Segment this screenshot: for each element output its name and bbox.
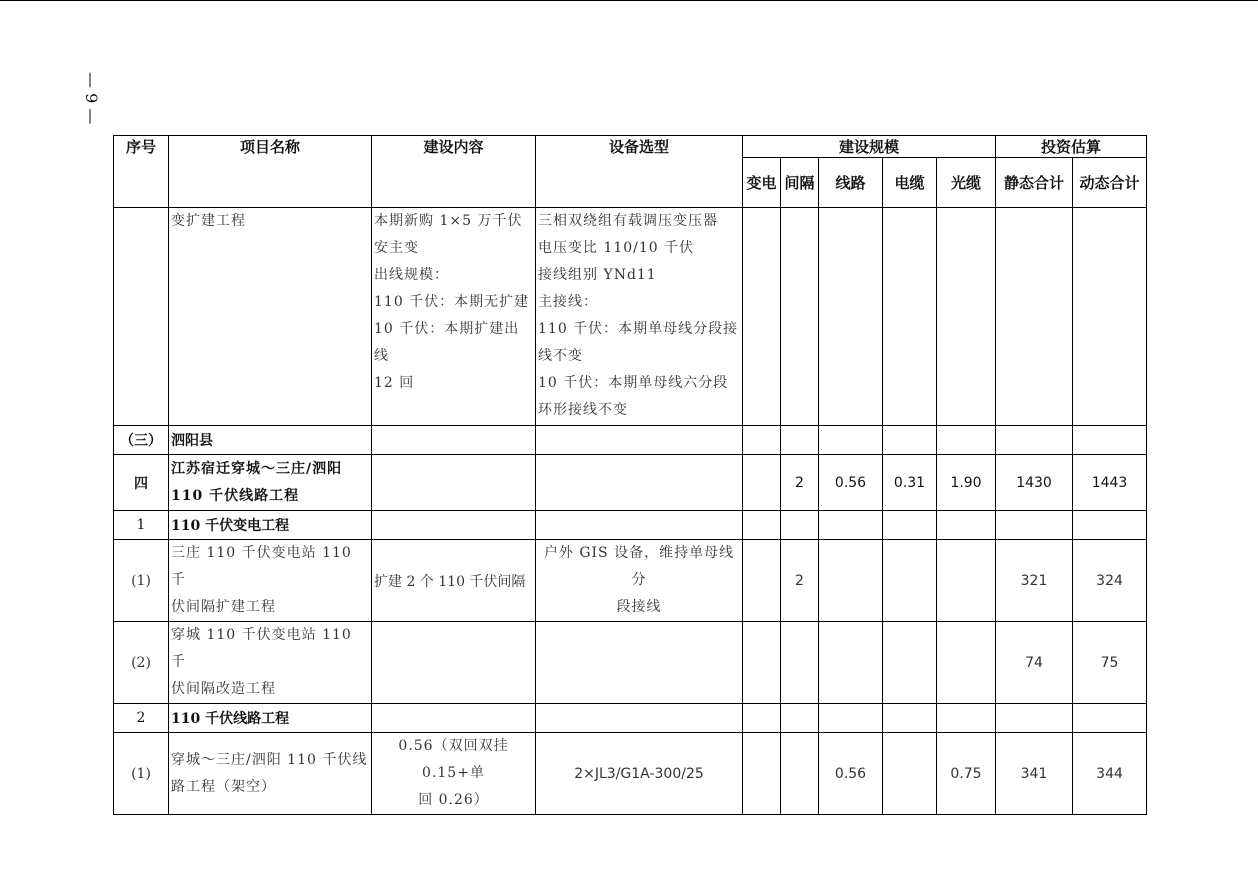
cell-seq: (1) bbox=[114, 733, 169, 815]
cell-equip bbox=[536, 426, 743, 455]
cell-optic bbox=[937, 540, 996, 622]
header-cable: 电缆 bbox=[883, 158, 937, 208]
equip-line: 10 千伏：本期单母线六分段 bbox=[538, 375, 729, 391]
cell-bay bbox=[781, 208, 819, 426]
cell-substation bbox=[743, 704, 781, 733]
cell-optic bbox=[937, 426, 996, 455]
cell-dynamic bbox=[1073, 704, 1147, 733]
cell-seq: 四 bbox=[114, 455, 169, 511]
cell-content: 扩建 2 个 110 千伏间隔 bbox=[372, 540, 536, 622]
cell-substation bbox=[743, 622, 781, 704]
equip-line: 户外 GIS 设备，维持单母线分 bbox=[543, 545, 735, 588]
equip-line: 电压变比 110/10 千伏 bbox=[538, 240, 695, 256]
name-line: 穿城 110 千伏变电站 110 千 bbox=[171, 627, 352, 670]
cell-name: 泗阳县 bbox=[169, 426, 372, 455]
cell-optic bbox=[937, 511, 996, 540]
header-substation: 变电 bbox=[743, 158, 781, 208]
cell-name bbox=[169, 540, 372, 622]
cell-content bbox=[372, 733, 536, 815]
header-row-1 bbox=[114, 136, 1147, 158]
cell-equip bbox=[536, 511, 743, 540]
name-line: 穿城～三庄/泗阳 110 千伏线 bbox=[171, 751, 368, 768]
table-row bbox=[114, 704, 1147, 733]
cell-optic: 0.75 bbox=[937, 733, 996, 815]
cell-dynamic bbox=[1073, 426, 1147, 455]
cell-static bbox=[996, 511, 1073, 540]
cell-cable bbox=[883, 208, 937, 426]
content-line: 0.56（双回双挂 0.15+单 bbox=[398, 738, 509, 781]
cell-bay bbox=[781, 704, 819, 733]
cell-seq: 1 bbox=[114, 511, 169, 540]
cell-seq: （三） bbox=[114, 426, 169, 455]
cell-line bbox=[819, 426, 883, 455]
cell-static bbox=[996, 208, 1073, 426]
cell-name bbox=[169, 733, 372, 815]
cell-equip: 2×JL3/G1A-300/25 bbox=[536, 733, 743, 815]
cell-content bbox=[372, 208, 536, 426]
content-line: 110 千伏：本期无扩建 bbox=[374, 294, 530, 310]
cell-seq: (2) bbox=[114, 622, 169, 704]
cell-substation bbox=[743, 455, 781, 511]
cell-cable bbox=[883, 511, 937, 540]
cell-cable bbox=[883, 426, 937, 455]
cell-dynamic: 1443 bbox=[1073, 455, 1147, 511]
cell-substation bbox=[743, 540, 781, 622]
cell-seq: 2 bbox=[114, 704, 169, 733]
project-table bbox=[113, 135, 1147, 815]
cell-dynamic: 75 bbox=[1073, 622, 1147, 704]
header-scale: 建设规模 bbox=[743, 136, 996, 158]
cell-optic bbox=[937, 208, 996, 426]
cell-line bbox=[819, 208, 883, 426]
header-optic: 光缆 bbox=[937, 158, 996, 208]
content-line: 本期新购 1×5 万千伏 bbox=[374, 213, 523, 229]
cell-bay bbox=[781, 622, 819, 704]
equip-line: 接线组别 YNd11 bbox=[538, 267, 657, 283]
cell-line bbox=[819, 704, 883, 733]
content-line: 10 千伏：本期扩建出线 bbox=[374, 321, 520, 364]
name-line: 伏间隔改造工程 bbox=[171, 681, 276, 697]
cell-cable: 0.31 bbox=[883, 455, 937, 511]
cell-static: 341 bbox=[996, 733, 1073, 815]
cell-line: 0.56 bbox=[819, 733, 883, 815]
cell-cable bbox=[883, 733, 937, 815]
cell-optic bbox=[937, 622, 996, 704]
header-equip: 设备选型 bbox=[536, 136, 743, 208]
content-line: 出线规模： bbox=[374, 267, 449, 283]
equip-line: 110 千伏：本期单母线分段接 bbox=[538, 321, 739, 337]
cell-static bbox=[996, 426, 1073, 455]
header-line: 线路 bbox=[819, 158, 883, 208]
cell-optic: 1.90 bbox=[937, 455, 996, 511]
content-line: 回 0.26） bbox=[418, 792, 489, 808]
cell-substation bbox=[743, 511, 781, 540]
header-invest: 投资估算 bbox=[996, 136, 1147, 158]
table-row bbox=[114, 426, 1147, 455]
cell-cable bbox=[883, 622, 937, 704]
equip-line: 主接线： bbox=[538, 294, 598, 310]
cell-cable bbox=[883, 540, 937, 622]
cell-name: 变扩建工程 bbox=[169, 208, 372, 426]
cell-bay bbox=[781, 426, 819, 455]
header-content: 建设内容 bbox=[372, 136, 536, 208]
cell-bay bbox=[781, 733, 819, 815]
cell-line bbox=[819, 511, 883, 540]
cell-line bbox=[819, 622, 883, 704]
cell-content bbox=[372, 511, 536, 540]
table-row bbox=[114, 208, 1147, 426]
content-line: 安主变 bbox=[374, 240, 419, 256]
cell-equip bbox=[536, 540, 743, 622]
cell-substation bbox=[743, 733, 781, 815]
cell-substation bbox=[743, 208, 781, 426]
header-bay: 间隔 bbox=[781, 158, 819, 208]
cell-static: 321 bbox=[996, 540, 1073, 622]
name-line: 伏间隔扩建工程 bbox=[171, 599, 276, 615]
cell-equip bbox=[536, 622, 743, 704]
header-seq: 序号 bbox=[114, 136, 169, 208]
equip-line: 环形接线不变 bbox=[538, 402, 628, 418]
equip-line: 线不变 bbox=[538, 348, 583, 364]
table-row bbox=[114, 455, 1147, 511]
cell-optic bbox=[937, 704, 996, 733]
cell-seq bbox=[114, 208, 169, 426]
cell-name bbox=[169, 455, 372, 511]
cell-line: 0.56 bbox=[819, 455, 883, 511]
table-row bbox=[114, 511, 1147, 540]
cell-cable bbox=[883, 704, 937, 733]
cell-static: 74 bbox=[996, 622, 1073, 704]
name-line: 江苏宿迁穿城～三庄/泗阳 bbox=[171, 460, 343, 477]
cell-bay bbox=[781, 511, 819, 540]
cell-line bbox=[819, 540, 883, 622]
cell-content bbox=[372, 455, 536, 511]
table-row bbox=[114, 622, 1147, 704]
top-rule bbox=[0, 0, 1258, 1]
cell-bay: 2 bbox=[781, 540, 819, 622]
cell-seq: (1) bbox=[114, 540, 169, 622]
cell-name bbox=[169, 622, 372, 704]
cell-substation bbox=[743, 426, 781, 455]
cell-dynamic bbox=[1073, 511, 1147, 540]
cell-dynamic: 344 bbox=[1073, 733, 1147, 815]
cell-equip bbox=[536, 455, 743, 511]
name-line: 路工程（架空） bbox=[171, 778, 276, 795]
cell-bay: 2 bbox=[781, 455, 819, 511]
header-static: 静态合计 bbox=[996, 158, 1073, 208]
cell-name: 110 千伏线路工程 bbox=[169, 704, 372, 733]
cell-content bbox=[372, 622, 536, 704]
cell-dynamic bbox=[1073, 208, 1147, 426]
equip-line: 三相双绕组有载调压变压器 bbox=[538, 213, 718, 229]
cell-content bbox=[372, 426, 536, 455]
header-name: 项目名称 bbox=[169, 136, 372, 208]
cell-static bbox=[996, 704, 1073, 733]
content-line: 12 回 bbox=[374, 375, 415, 391]
table-row bbox=[114, 733, 1147, 815]
name-line: 110 千伏线路工程 bbox=[171, 487, 300, 504]
page-number: — 9 — bbox=[82, 72, 101, 125]
cell-dynamic: 324 bbox=[1073, 540, 1147, 622]
equip-line: 段接线 bbox=[616, 599, 662, 615]
header-dynamic: 动态合计 bbox=[1073, 158, 1147, 208]
table-row bbox=[114, 540, 1147, 622]
cell-equip bbox=[536, 704, 743, 733]
name-line: 三庄 110 千伏变电站 110 千 bbox=[171, 545, 352, 588]
cell-equip bbox=[536, 208, 743, 426]
cell-name: 110 千伏变电工程 bbox=[169, 511, 372, 540]
cell-static: 1430 bbox=[996, 455, 1073, 511]
cell-content bbox=[372, 704, 536, 733]
